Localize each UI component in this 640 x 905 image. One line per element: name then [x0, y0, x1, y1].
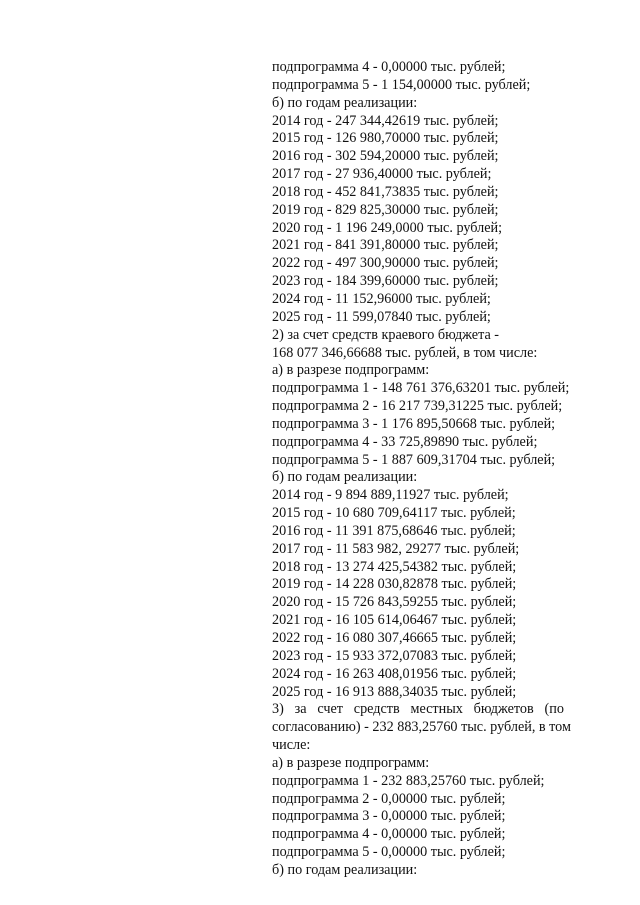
text-line: 2014 год - 247 344,42619 тыс. рублей; — [272, 112, 499, 129]
text-word: счет — [317, 701, 343, 718]
text-line: 2016 год - 11 391 875,68646 тыс. рублей; — [272, 522, 516, 539]
text-line: 2021 год - 16 105 614,06467 тыс. рублей; — [272, 612, 517, 629]
text-line: а) в разрезе подпрограмм: — [272, 754, 430, 771]
text-line: 2024 год - 11 152,96000 тыс. рублей; — [272, 290, 491, 307]
text-word: 3) — [272, 701, 284, 718]
text-line: 2015 год - 10 680 709,64117 тыс. рублей; — [272, 505, 516, 522]
text-line: подпрограмма 5 - 0,00000 тыс. рублей; — [272, 844, 506, 861]
text-line: подпрограмма 2 - 0,00000 тыс. рублей; — [272, 790, 506, 807]
text-word: за — [294, 701, 307, 718]
text-word: (по — [544, 701, 564, 718]
text-line: 2015 год - 126 980,70000 тыс. рублей; — [272, 130, 499, 147]
text-line: 2024 год - 16 263 408,01956 тыс. рублей; — [272, 665, 517, 682]
text-line: 2) за счет средств краевого бюджета - — [272, 326, 500, 343]
text-line: подпрограмма 4 - 33 725,89890 тыс. рублей; — [272, 433, 538, 450]
text-line: 2017 год - 27 936,40000 тыс. рублей; — [272, 166, 492, 183]
text-line: 2018 год - 452 841,73835 тыс. рублей; — [272, 183, 499, 200]
text-line: согласованию) - 232 883,25760 тыс. рублей, в том — [272, 719, 571, 736]
text-line: подпрограмма 2 - 16 217 739,31225 тыс. рублей; — [272, 398, 563, 415]
text-word: бюджетов — [473, 701, 534, 718]
text-line: б) по годам реализации: — [272, 861, 418, 878]
text-line: 2016 год - 302 594,20000 тыс. рублей; — [272, 148, 499, 165]
text-line: числе: — [272, 737, 311, 754]
text-line: подпрограмма 1 - 148 761 376,63201 тыс. рублей; — [272, 380, 570, 397]
text-line: подпрограмма 4 - 0,00000 тыс. рублей; — [272, 59, 506, 75]
text-word: местных — [410, 701, 463, 718]
text-line: а) в разрезе подпрограмм: — [272, 362, 430, 379]
text-line: 2025 год - 16 913 888,34035 тыс. рублей; — [272, 683, 517, 700]
text-line: 2021 год - 841 391,80000 тыс. рублей; — [272, 237, 499, 254]
text-line: 2022 год - 497 300,90000 тыс. рублей; — [272, 255, 499, 272]
text-line: 2022 год - 16 080 307,46665 тыс. рублей; — [272, 630, 517, 646]
text-line: подпрограмма 3 - 0,00000 тыс. рублей; — [272, 808, 506, 825]
text-line: 2014 год - 9 894 889,11927 тыс. рублей; — [272, 487, 509, 504]
text-line: подпрограмма 5 - 1 154,00000 тыс. рублей; — [272, 76, 531, 93]
regional-federal-section — [272, 59, 570, 701]
text-line: 2025 год - 11 599,07840 тыс. рублей; — [272, 308, 491, 325]
text-line: 2017 год - 11 583 982, 29277 тыс. рублей; — [272, 540, 520, 557]
text-line: 2019 год - 14 228 030,82878 тыс. рублей; — [272, 576, 517, 593]
text-line: 2020 год - 15 726 843,59255 тыс. рублей; — [272, 594, 517, 611]
text-line: б) по годам реализации: — [272, 469, 418, 486]
text-line: подпрограмма 3 - 1 176 895,50668 тыс. рублей; — [272, 415, 556, 432]
text-line: подпрограмма 1 - 232 883,25760 тыс. рублей; — [272, 772, 545, 789]
text-line: б) по годам реализации: — [272, 94, 418, 111]
budget-text-block — [272, 59, 571, 880]
text-line: подпрограмма 5 - 1 887 609,31704 тыс. рублей; — [272, 451, 556, 468]
text-line: 2018 год - 13 274 425,54382 тыс. рублей; — [272, 558, 517, 575]
text-line: 2023 год - 184 399,60000 тыс. рублей; — [272, 273, 499, 290]
local-budget-heading-line — [272, 701, 564, 719]
text-line: 2020 год - 1 196 249,0000 тыс. рублей; — [272, 219, 503, 236]
text-line: 168 077 346,66688 тыс. рублей, в том числе: — [272, 344, 538, 361]
text-word: средств — [353, 701, 400, 718]
text-line: 2023 год - 15 933 372,07083 тыс. рублей; — [272, 647, 517, 664]
local-budget-section — [272, 719, 571, 880]
text-line: подпрограмма 4 - 0,00000 тыс. рублей; — [272, 826, 506, 843]
text-line: 2019 год - 829 825,30000 тыс. рублей; — [272, 201, 499, 218]
